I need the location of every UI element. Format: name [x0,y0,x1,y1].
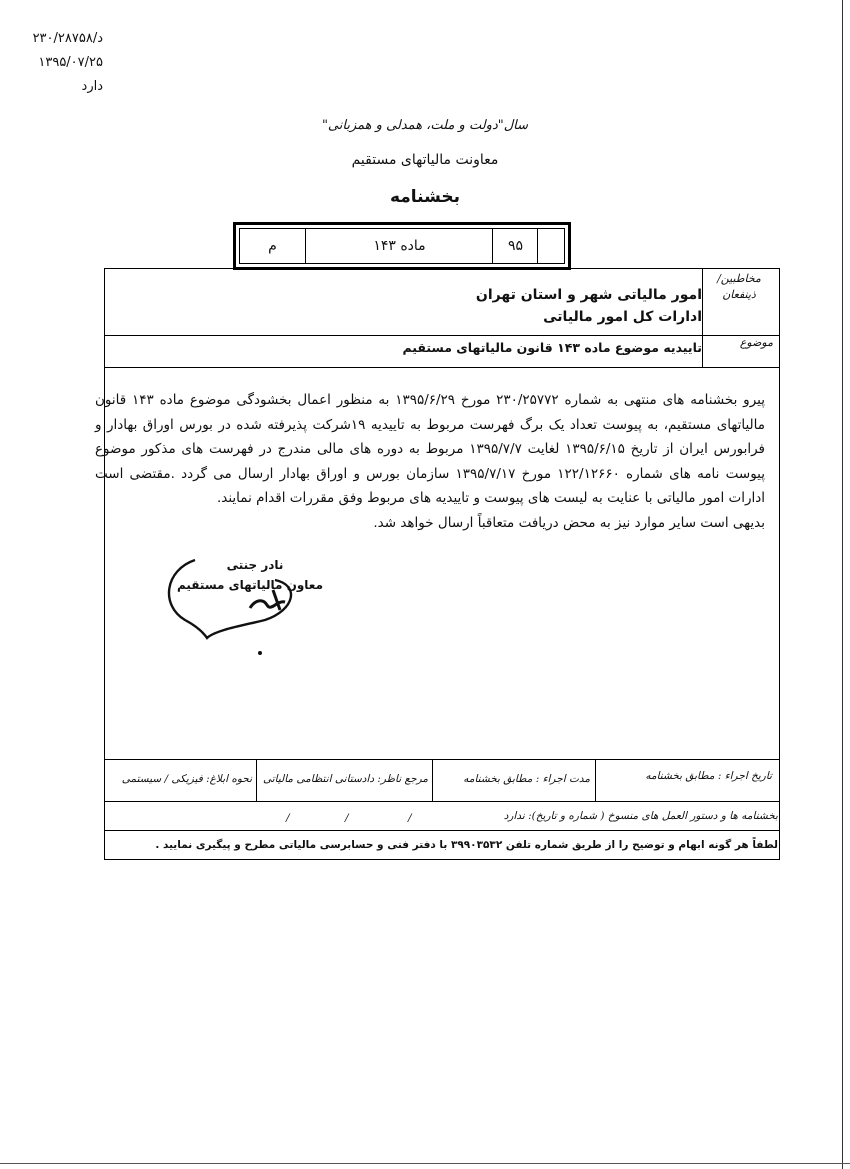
oversight-authority: مرجع ناظر: دادستانی انتظامی مالیاتی [262,773,428,785]
document-title: بخشنامه [389,187,461,207]
reference-attachment: دارد [81,79,103,94]
execution-date: تاریخ اجراء : مطابق بخشنامه [645,770,772,782]
subject-text: تاییدیه موضوع ماده ۱۴۳ قانون مالیاتهای مستقیم [402,340,702,355]
footer-mid-divider [105,801,779,802]
recipient-line-1: امور مالیاتی شهر و استان تهران [475,287,702,303]
number-empty-cell [537,229,571,263]
footer-col-divider-2 [432,759,433,801]
recipients-label: مخاطبین/ ذینفعان [717,272,761,301]
label-column-divider [702,269,703,367]
subject-divider [105,367,779,368]
department-name: معاونت مالیاتهای مستقیم [351,152,499,168]
signature-block [155,550,324,669]
contact-note: لطفاً هر گونه ابهام و توضیح را از طریق شماره تلفن ۳۹۹۰۳۵۳۲ با دفتر فنی و حسابرسی مالیاتی مطرح و پیگیری نمایید . [155,839,778,851]
footer-col-divider-3 [595,759,596,801]
footer-top-divider [105,759,779,760]
footer-col-divider-1 [256,759,257,801]
recipient-line-2: ادارات کل امور مالیاتی [543,309,702,325]
subject-label: موضوع [739,336,773,349]
page-edge-bottom [0,1163,850,1164]
notification-method: نحوه ابلاغ: فیزیکی / سیستمی [121,773,252,785]
body-paragraph-1: پیرو بخشنامه های منتهی به شماره ۲۳۰/۲۵۷۷۲ مورخ ۱۳۹۵/۶/۲۹ به منظور اعمال بخشودگی موضوع ماده ۱۴۳ قانون مالیاتهای مستقیم، به پیوست تعداد یک برگ فهرست مربوط به تاییدیه ۱۹شرکت پذیرفته شده در بورس اوراق بهادار و فرابورس ایران از تاریخ ۱۳۹۵/۶/۱۵ لغایت ۱۳۹۵/۷/۷ مربوط به دوره های مالی مندرج در فهرست های مذکور موضوع پیوست نامه های شماره ۱۲۲/۱۲۶۶۰ مورخ ۱۳۹۵/۷/۱۷ سازمان بورس و اوراق بهادار ارسال می گردد .مقتضی است ادارات امور مالیاتی با عنایت به لیست های پیوست و تاییدیه های مربوط وفق مقررات اقدام نمایند. [95,392,766,506]
repealed-slash-1: / [408,812,412,824]
repealed-slash-3: / [286,812,290,824]
reference-block [0,27,103,99]
signatory-name: نادر جنتی [226,558,284,572]
signatory-title: معاون مالیاتهای مستقیم [176,578,324,592]
footer-lower-divider [105,830,779,831]
body-paragraph-2: بدیهی است سایر موارد نیز به محض دریافت متعاقباً ارسال خواهد شد. [373,514,765,531]
repealed-circulars: بخشنامه ها و دستور العمل های منسوخ ( شماره و تاریخ): ندارد [503,810,778,822]
number-year: ۹۵ [492,229,538,263]
reference-number: د/۲۳۰/۲۸۷۵۸ [32,31,103,46]
circular-body [95,388,765,535]
number-letter: م [268,238,277,254]
execution-duration: مدت اجراء : مطابق بخشنامه [463,773,590,785]
recipients-divider [105,335,779,336]
number-article: ماده ۱۴۳ [305,229,493,263]
circular-number-box [233,222,571,270]
recipients-list [476,284,702,328]
page-edge-right [842,0,843,1169]
reference-date: ۱۳۹۵/۰۷/۲۵ [38,55,103,70]
repealed-slash-2: / [345,812,349,824]
year-slogan: سال"دولت و ملت، همدلی و همزبانی" [321,118,529,133]
